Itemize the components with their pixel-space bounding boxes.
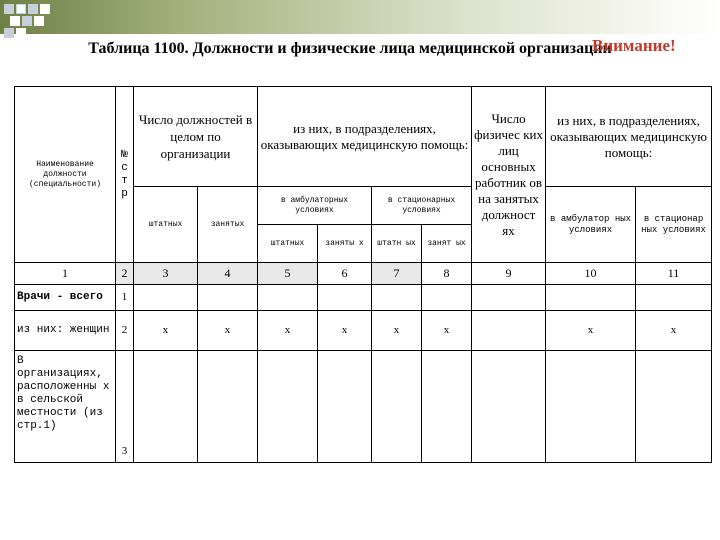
column-number: 8 — [422, 263, 472, 285]
column-number: 1 — [15, 263, 116, 285]
warning-label: Внимание! — [592, 36, 676, 55]
table-cell[interactable] — [372, 285, 422, 311]
decorative-squares — [0, 0, 60, 40]
row-line-number: 1 — [116, 285, 134, 311]
table-cell[interactable] — [472, 311, 546, 351]
header-stat-occupied: занят ых — [422, 225, 472, 263]
header-positions-sub: из них, в подразделениях, оказывающих медицинскую помощь: — [258, 87, 472, 187]
decorative-header-bar — [0, 0, 720, 34]
column-number: 4 — [198, 263, 258, 285]
column-number: 7 — [372, 263, 422, 285]
header-persons-sub: из них, в подразделениях, оказывающих медицинскую помощь: — [546, 87, 712, 187]
header-amb-occupied: заняты х — [318, 225, 372, 263]
table-cell[interactable]: x — [372, 311, 422, 351]
table-cell[interactable] — [198, 285, 258, 311]
table-cell[interactable] — [636, 351, 712, 463]
header-stationary: в стационарных условиях — [372, 187, 472, 225]
column-number: 2 — [116, 263, 134, 285]
table-cell[interactable]: x — [636, 311, 712, 351]
row-name: В организациях, расположенны х в сельской местности (из стр.1) — [15, 351, 116, 463]
column-number: 11 — [636, 263, 712, 285]
table-cell[interactable] — [258, 351, 318, 463]
table-cell[interactable] — [198, 351, 258, 463]
header-occupied: занятых — [198, 187, 258, 263]
table-cell[interactable] — [422, 285, 472, 311]
table-cell[interactable] — [422, 351, 472, 463]
header-position-name: Наименование должности (специальности) — [15, 87, 116, 263]
header-positions-total: Число должностей в целом по организации — [134, 87, 258, 187]
header-persons-stationary: в стационар ных условиях — [636, 187, 712, 263]
table-cell[interactable] — [546, 351, 636, 463]
header-persons-ambulatory: в амбулатор ных условиях — [546, 187, 636, 263]
header-persons: Число физичес ких лиц основных работник ов на занятых должност ях — [472, 87, 546, 263]
positions-table — [14, 86, 712, 463]
row-name: Врачи - всего — [15, 285, 116, 311]
column-number: 9 — [472, 263, 546, 285]
table-cell[interactable]: x — [198, 311, 258, 351]
row-line-number: 3 — [116, 351, 134, 463]
header-ambulatory: в амбулаторных условиях — [258, 187, 372, 225]
table-cell[interactable]: x — [422, 311, 472, 351]
row-name: из них: женщин — [15, 311, 116, 351]
table-cell[interactable] — [318, 285, 372, 311]
table-cell[interactable] — [472, 285, 546, 311]
column-number: 10 — [546, 263, 636, 285]
table-cell[interactable] — [134, 285, 198, 311]
header-stat-staff: штатн ых — [372, 225, 422, 263]
table-cell[interactable] — [472, 351, 546, 463]
table-cell[interactable] — [318, 351, 372, 463]
table-cell[interactable] — [636, 285, 712, 311]
table-cell[interactable] — [258, 285, 318, 311]
header-staff: штатных — [134, 187, 198, 263]
header-line-number: № с т р — [116, 87, 134, 263]
table-cell[interactable]: x — [318, 311, 372, 351]
table-cell[interactable] — [546, 285, 636, 311]
column-number: 3 — [134, 263, 198, 285]
column-number: 6 — [318, 263, 372, 285]
table-cell[interactable] — [134, 351, 198, 463]
row-line-number: 2 — [116, 311, 134, 351]
table-cell[interactable]: x — [546, 311, 636, 351]
header-amb-staff: штатных — [258, 225, 318, 263]
column-number: 5 — [258, 263, 318, 285]
table-cell[interactable] — [372, 351, 422, 463]
table-cell[interactable]: x — [258, 311, 318, 351]
table-cell[interactable]: x — [134, 311, 198, 351]
page-title: Таблица 1100. Должности и физические лица медицинской организации — [88, 40, 612, 57]
